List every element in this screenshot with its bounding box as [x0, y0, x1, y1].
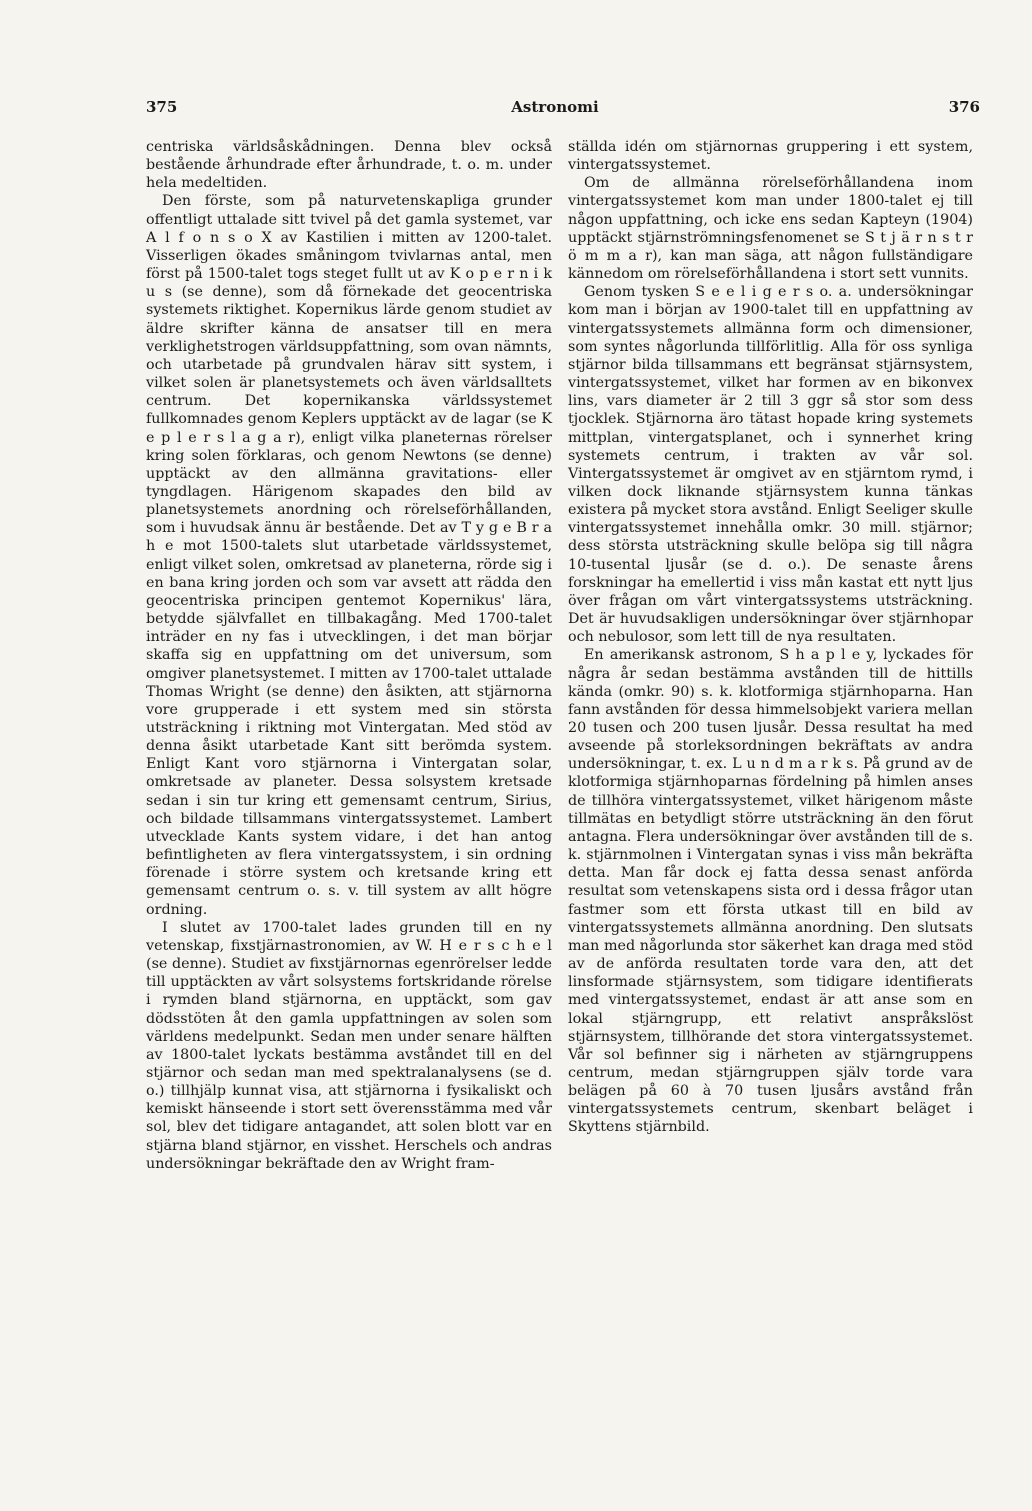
- left-column: [146, 138, 552, 1173]
- paragraph: ställda idén om stjärnornas gruppering i ett system, vintergatssystemet.: [568, 139, 973, 174]
- right-page-number: 376: [948, 98, 980, 116]
- paragraph: centriska världsåskådningen. Denna blev också bestående århundrade efter århundrade, t. o. m. under hela medeltiden.: [146, 139, 552, 192]
- right-column: [568, 138, 973, 1137]
- page-header: [0, 98, 1032, 122]
- paragraph: Genom tysken S e e l i g e r s o. a. undersökningar kom man i början av 1900-talet till en uppfattning av vintergatssystemets allmänna form och dimensioner, som syntes någorlunda tillförlitlig. Alla för oss synliga stjärnor bilda tillsammans ett begränsat stjärnsystem, vintergatssystemet, vilket har formen av en bikonvex lins, vars diameter är 2 till 3 ggr så stor som dess tjocklek. Stjärnorna äro tätast hopade kring systemets mittplan, vintergatsplanet, och i synnerhet kring systemets centrum, i trakten av vår sol. Vintergatssystemet är omgivet av en stjärntom rymd, i vilken dock liknande stjärnsystem kunna tänkas existera på mycket stora avstånd. Enligt Seeliger skulle vintergatssystemet innehålla omkr. 30 mill. stjärnor; dess största utsträckning skulle belöpa sig till några 10-tusental ljusår (se d. o.). De senaste årens forskningar ha emellertid i viss mån kastat ett nytt ljus över frågan om vårt vintergatssystems utsträckning. Det är huvudsakligen undersökningar över stjärnhopar och nebulosor, som lett till de nya resultaten.: [568, 284, 973, 646]
- paragraph: I slutet av 1700-talet lades grunden till en ny vetenskap, fixstjärnastronomien, av W. H e r s c h e l (se denne). Studiet av fixstjärnornas egenrörelser ledde till upptäckten av vårt solsystems fortskridande rörelse i rymden bland stjärnorna, en upptäckt, som gav dödsstöten åt den gamla uppfattningen av solen som världens medelpunkt. Sedan men under senare hälften av 1800-talet lyckats bestämma avståndet till en del stjärnor och sedan man med spektralanalysens (se d. o.) tillhjälp kunnat visa, att stjärnorna i fysikaliskt och kemiskt hänseende i stort sett överensstämma med vår sol, blev det tidigare antagandet, att solen blott var en stjärna bland stjärnor, en visshet. Herschels och andras undersökningar bekräftade den av Wright fram-: [146, 919, 552, 1172]
- paragraph: Den förste, som på naturvetenskapliga grunder offentligt uttalade sitt tvivel på det gamla systemet, var A l f o n s o X av Kastilien i mitten av 1200-talet. Visserligen ökades småningom tvivlarnas antal, men först på 1500-talet togs steget fullt ut av K o p e r n i k u s (se denne), som då förnekade det geocentriska systemets riktighet. Kopernikus lärde genom studiet av äldre skrifter känna de ansatser till en mera verklighetstrogen världsuppfattning, som ovan nämnts, och utarbetade på grundvalen härav sitt system, i vilket solen är planetsystemets och även världsalltets centrum. Det kopernikanska världssystemet fullkomnades genom Keplers upptäckt av de lagar (se K e p l e r s l a g a r), enligt vilka planeternas rörelser kring solen förklaras, och genom Newtons (se denne) upptäckt av den allmänna gravitations- eller tyngdlagen. Härigenom skapades den bild av planetsystemets anordning och rörelseförhållanden, som i huvudsak ännu är bestående. Det av T y g e B r a h e mot 1500-talets slut utarbetade världssystemet, enligt vilket solen, omkretsad av planeterna, rörde sig i en bana kring jorden och som var avsett att rädda den geocentriska principen gentemot Kopernikus' lära, betydde självfallet en tillbakagång. Med 1700-talet inträder en ny fas i utvecklingen, i det man börjar skaffa sig en uppfattning om det universum, som omgiver planetsystemet. I mitten av 1700-talet uttalade Thomas Wright (se denne) den åsikten, att stjärnorna vore grupperade i ett system med sin största utsträckning i riktning mot Vintergatan. Med stöd av denna åsikt utarbetade Kant sitt berömda system. Enligt Kant voro stjärnorna i Vintergatan solar, omkretsade av planeter. Dessa solsystem kretsade sedan i sin tur kring ett gemensamt centrum, Sirius, och bildade tillsammans vintergatssystemet. Lambert utvecklade Kants system vidare, i det han antog befintligheten av flera vintergatssystem, i sin ordning förenade i större system och kretsande kring ett gemensamt centrum o. s. v. till system av allt högre ordning.: [146, 193, 552, 918]
- running-title: Astronomi: [511, 98, 599, 116]
- paragraph: Om de allmänna rörelseförhållandena inom vintergatssystemet kom man under 1800-talet ej till någon uppfattning, och icke ens sedan Kapteyn (1904) upptäckt stjärnströmningsfenomenet se S t j ä r n s t r ö m m a r), kan man säga, att någon fullständigare kännedom om rörelseförhållandena i stort sett vunnits.: [568, 175, 973, 283]
- paragraph: En amerikansk astronom, S h a p l e y, lyckades för några år sedan bestämma avstånden till de hittills kända (omkr. 90) s. k. klotformiga stjärnhoparna. Han fann avstånden för dessa himmelsobjekt variera mellan 20 tusen och 200 tusen ljusår. Dessa resultat ha med avseende på storleksordningen bekräftats av andra undersökningar, t. ex. L u n d m a r k s. På grund av de klotformiga stjärnhoparnas fördelning på himlen anses de tillhöra vintergatssystemet, vilket härigenom måste tillmätas en betydligt större utsträckning än den förut antagna. Flera undersökningar över avstånden till de s. k. stjärnmolnen i Vintergatan synas i viss mån bekräfta detta. Man får dock ej fatta dessa senast anförda resultat som vetenskapens sista ord i dessa frågor utan fastmer som ett första utkast till en bild av vintergatssystemets allmänna anordning. Den slutsats man med någorlunda stor säkerhet kan draga med stöd av de anförda resultaten torde vara den, att det linsformade stjärnsystem, som tidigare identifierats med vintergatssystemet, endast är att anse som en lokal stjärngrupp, ett relativt anspråkslöst stjärnsystem, tillhörande det stora vintergatssystemet. Vår sol befinner sig i närheten av stjärngruppens centrum, medan stjärngruppen själv torde vara belägen på 60 à 70 tusen ljusårs avstånd från vintergatssystemets centrum, skenbart beläget i Skyttens stjärnbild.: [568, 647, 973, 1136]
- left-page-number: 375: [146, 98, 178, 116]
